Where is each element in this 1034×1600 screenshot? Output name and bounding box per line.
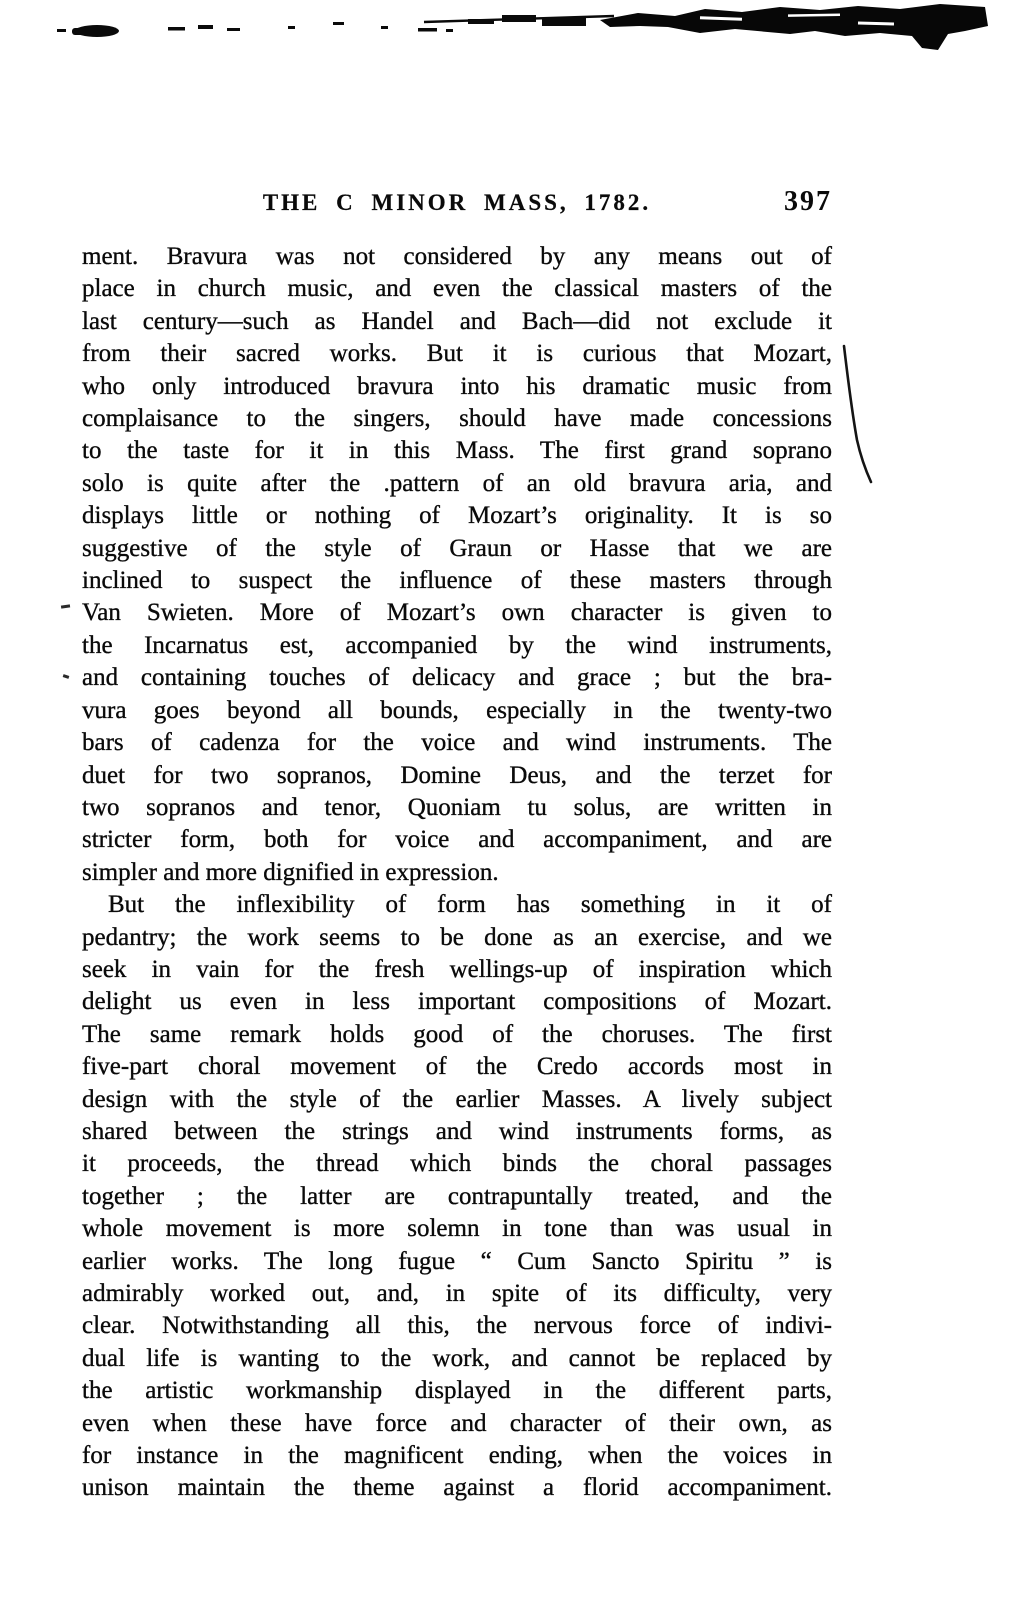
text-line: Van Swieten. More of Mozart’s own character is given to: [82, 599, 832, 627]
text-line: inclined to suspect the influence of these masters through: [82, 567, 832, 595]
text-line: unison maintain the theme against a florid accompaniment.: [82, 1474, 832, 1502]
text-line: place in church music, and even the classical masters of the: [82, 275, 832, 303]
text-line: seek in vain for the fresh wellings-up of inspiration which: [82, 955, 832, 983]
text-line: vura goes beyond all bounds, especially in the twenty-two: [82, 696, 832, 724]
text-line: two sopranos and tenor, Quoniam tu solus, are written in: [82, 793, 832, 821]
text-line: delight us even in less important compositions of Mozart.: [82, 988, 832, 1016]
text-line: The same remark holds good of the choruses. The first: [82, 1020, 832, 1048]
text-line: and containing touches of delicacy and grace ; but the bra-: [82, 664, 832, 692]
text-line: clear. Notwithstanding all this, the nervous force of indivi-: [82, 1312, 832, 1340]
text-line: it proceeds, the thread which binds the choral passages: [82, 1150, 832, 1178]
text-line: duet for two sopranos, Domine Deus, and the terzet for: [82, 761, 832, 789]
text-line: to the taste for it in this Mass. The first grand soprano: [82, 437, 832, 465]
page-number: 397: [784, 186, 832, 217]
text-line: stricter form, both for voice and accompaniment, and are: [82, 826, 832, 854]
text-line: displays little or nothing of Mozart’s originality. It is so: [82, 502, 832, 530]
text-line: ment. Bravura was not considered by any means out of: [82, 243, 832, 270]
text-line: bars of cadenza for the voice and wind instruments. The: [82, 729, 832, 757]
text-line: admirably worked out, and, in spite of its difficulty, very: [82, 1280, 832, 1307]
text-line: the Incarnatus est, accompanied by the wind instruments,: [82, 631, 832, 659]
text-line: solo is quite after the .pattern of an old bravura aria, and: [82, 469, 832, 497]
scan-smudge-top-icon: [0, 0, 1034, 60]
text-line: for instance in the magnificent ending, when the voices in: [82, 1442, 832, 1470]
text-line: earlier works. The long fugue “ Cum Sancto Spiritu ” is: [82, 1247, 832, 1275]
text-line: suggestive of the style of Graun or Hasse that we are: [82, 534, 832, 562]
page-header: [82, 186, 832, 226]
text-line: simpler and more dignified in expression.: [82, 858, 499, 886]
text-line: from their sacred works. But it is curious that Mozart,: [82, 340, 832, 368]
text-line: shared between the strings and wind instruments forms, as: [82, 1117, 832, 1145]
text-line: pedantry; the work seems to be done as an exercise, and we: [82, 923, 832, 951]
margin-speck: [63, 674, 70, 679]
text-line: last century—such as Handel and Bach—did not exclude it: [82, 307, 832, 335]
text-line: But the inflexibility of form has something in it of: [108, 891, 832, 919]
smudge-band: [600, 4, 988, 50]
running-title: THE C MINOR MASS, 1782.: [262, 190, 652, 215]
text-line: complaisance to the singers, should have made concessions: [82, 405, 832, 433]
margin-speck: [61, 604, 70, 608]
text-line: who only introduced bravura into his dramatic music from: [82, 372, 832, 400]
text-line: dual life is wanting to the work, and cannot be replaced by: [82, 1344, 832, 1372]
text-line: even when these have force and character of their own, as: [82, 1409, 832, 1437]
text-line: whole movement is more solemn in tone than was usual in: [82, 1215, 832, 1243]
text-line: the artistic workmanship displayed in the different parts,: [82, 1377, 832, 1405]
text-line: design with the style of the earlier Masses. A lively subject: [82, 1085, 832, 1113]
text-line: together ; the latter are contrapuntally treated, and the: [82, 1182, 832, 1210]
body-text: [82, 241, 832, 1505]
text-line: five-part choral movement of the Credo accords most in: [82, 1053, 832, 1081]
